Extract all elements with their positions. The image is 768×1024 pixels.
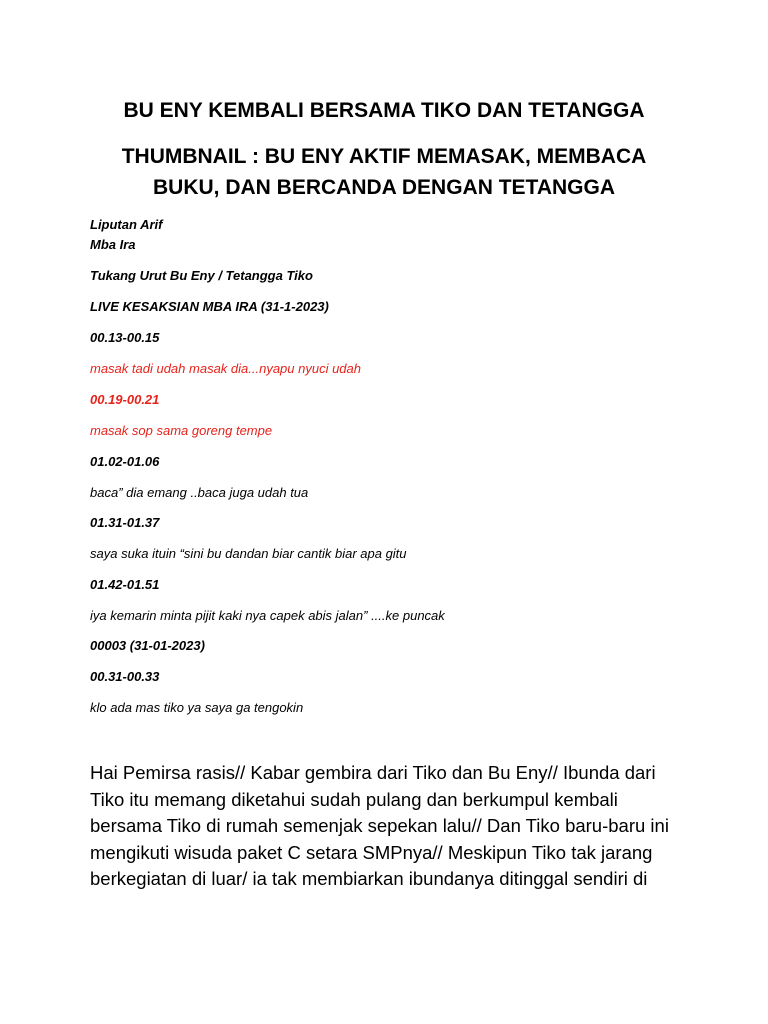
segment-time: 01.31-01.37 bbox=[90, 515, 160, 530]
segment-time: 00.31-00.33 bbox=[90, 669, 160, 684]
document-title: BU ENY KEMBALI BERSAMA TIKO DAN TETANGGA bbox=[123, 99, 645, 122]
segment-quote: masak tadi udah masak dia...nyapu nyuci udah bbox=[90, 361, 362, 376]
live-label: LIVE KESAKSIAN MBA IRA (31-1-2023) bbox=[90, 299, 329, 314]
segment-quote: klo ada mas tiko ya saya ga tengokin bbox=[90, 700, 304, 715]
narration-paragraph: Hai Pemirsa rasis// Kabar gembira dari Tiko dan Bu Eny// Ibunda dari Tiko itu memang diketahui sudah pulang dan berkumpul kembali bersama Tiko di rumah semenjak sepekan lalu// Dan Tiko baru-baru ini mengikuti wisuda paket C setara SMPnya// Meskipun Tiko tak jarang berkegiatan di luar/ ia tak membiarkan ibundanya ditinggal sendiri di bbox=[90, 762, 669, 889]
segment-time: 01.02-01.06 bbox=[90, 454, 160, 469]
segment-time: 01.42-01.51 bbox=[90, 577, 160, 592]
segment-time: 00.19-00.21 bbox=[90, 392, 160, 407]
segment-time: 00.13-00.15 bbox=[90, 330, 160, 345]
segment-quote: baca” dia emang ..baca juga udah tua bbox=[90, 485, 309, 500]
sources-line: Tukang Urut Bu Eny / Tetangga Tiko bbox=[90, 268, 313, 283]
segment-quote: iya kemarin minta pijit kaki nya capek abis jalan” ....ke puncak bbox=[90, 608, 445, 623]
credit-liputan: Liputan Arif bbox=[90, 217, 163, 232]
credit-mba: Mba Ira bbox=[90, 237, 136, 252]
clip-label: 00003 (31-01-2023) bbox=[90, 638, 205, 653]
segment-quote: saya suka ituin “sini bu dandan biar cantik biar apa gitu bbox=[90, 546, 407, 561]
segment-quote: masak sop sama goreng tempe bbox=[90, 423, 273, 438]
thumbnail-heading: THUMBNAIL : BU ENY AKTIF MEMASAK, MEMBACA BUKU, DAN BERCANDA DENGAN TETANGGA bbox=[121, 145, 647, 199]
